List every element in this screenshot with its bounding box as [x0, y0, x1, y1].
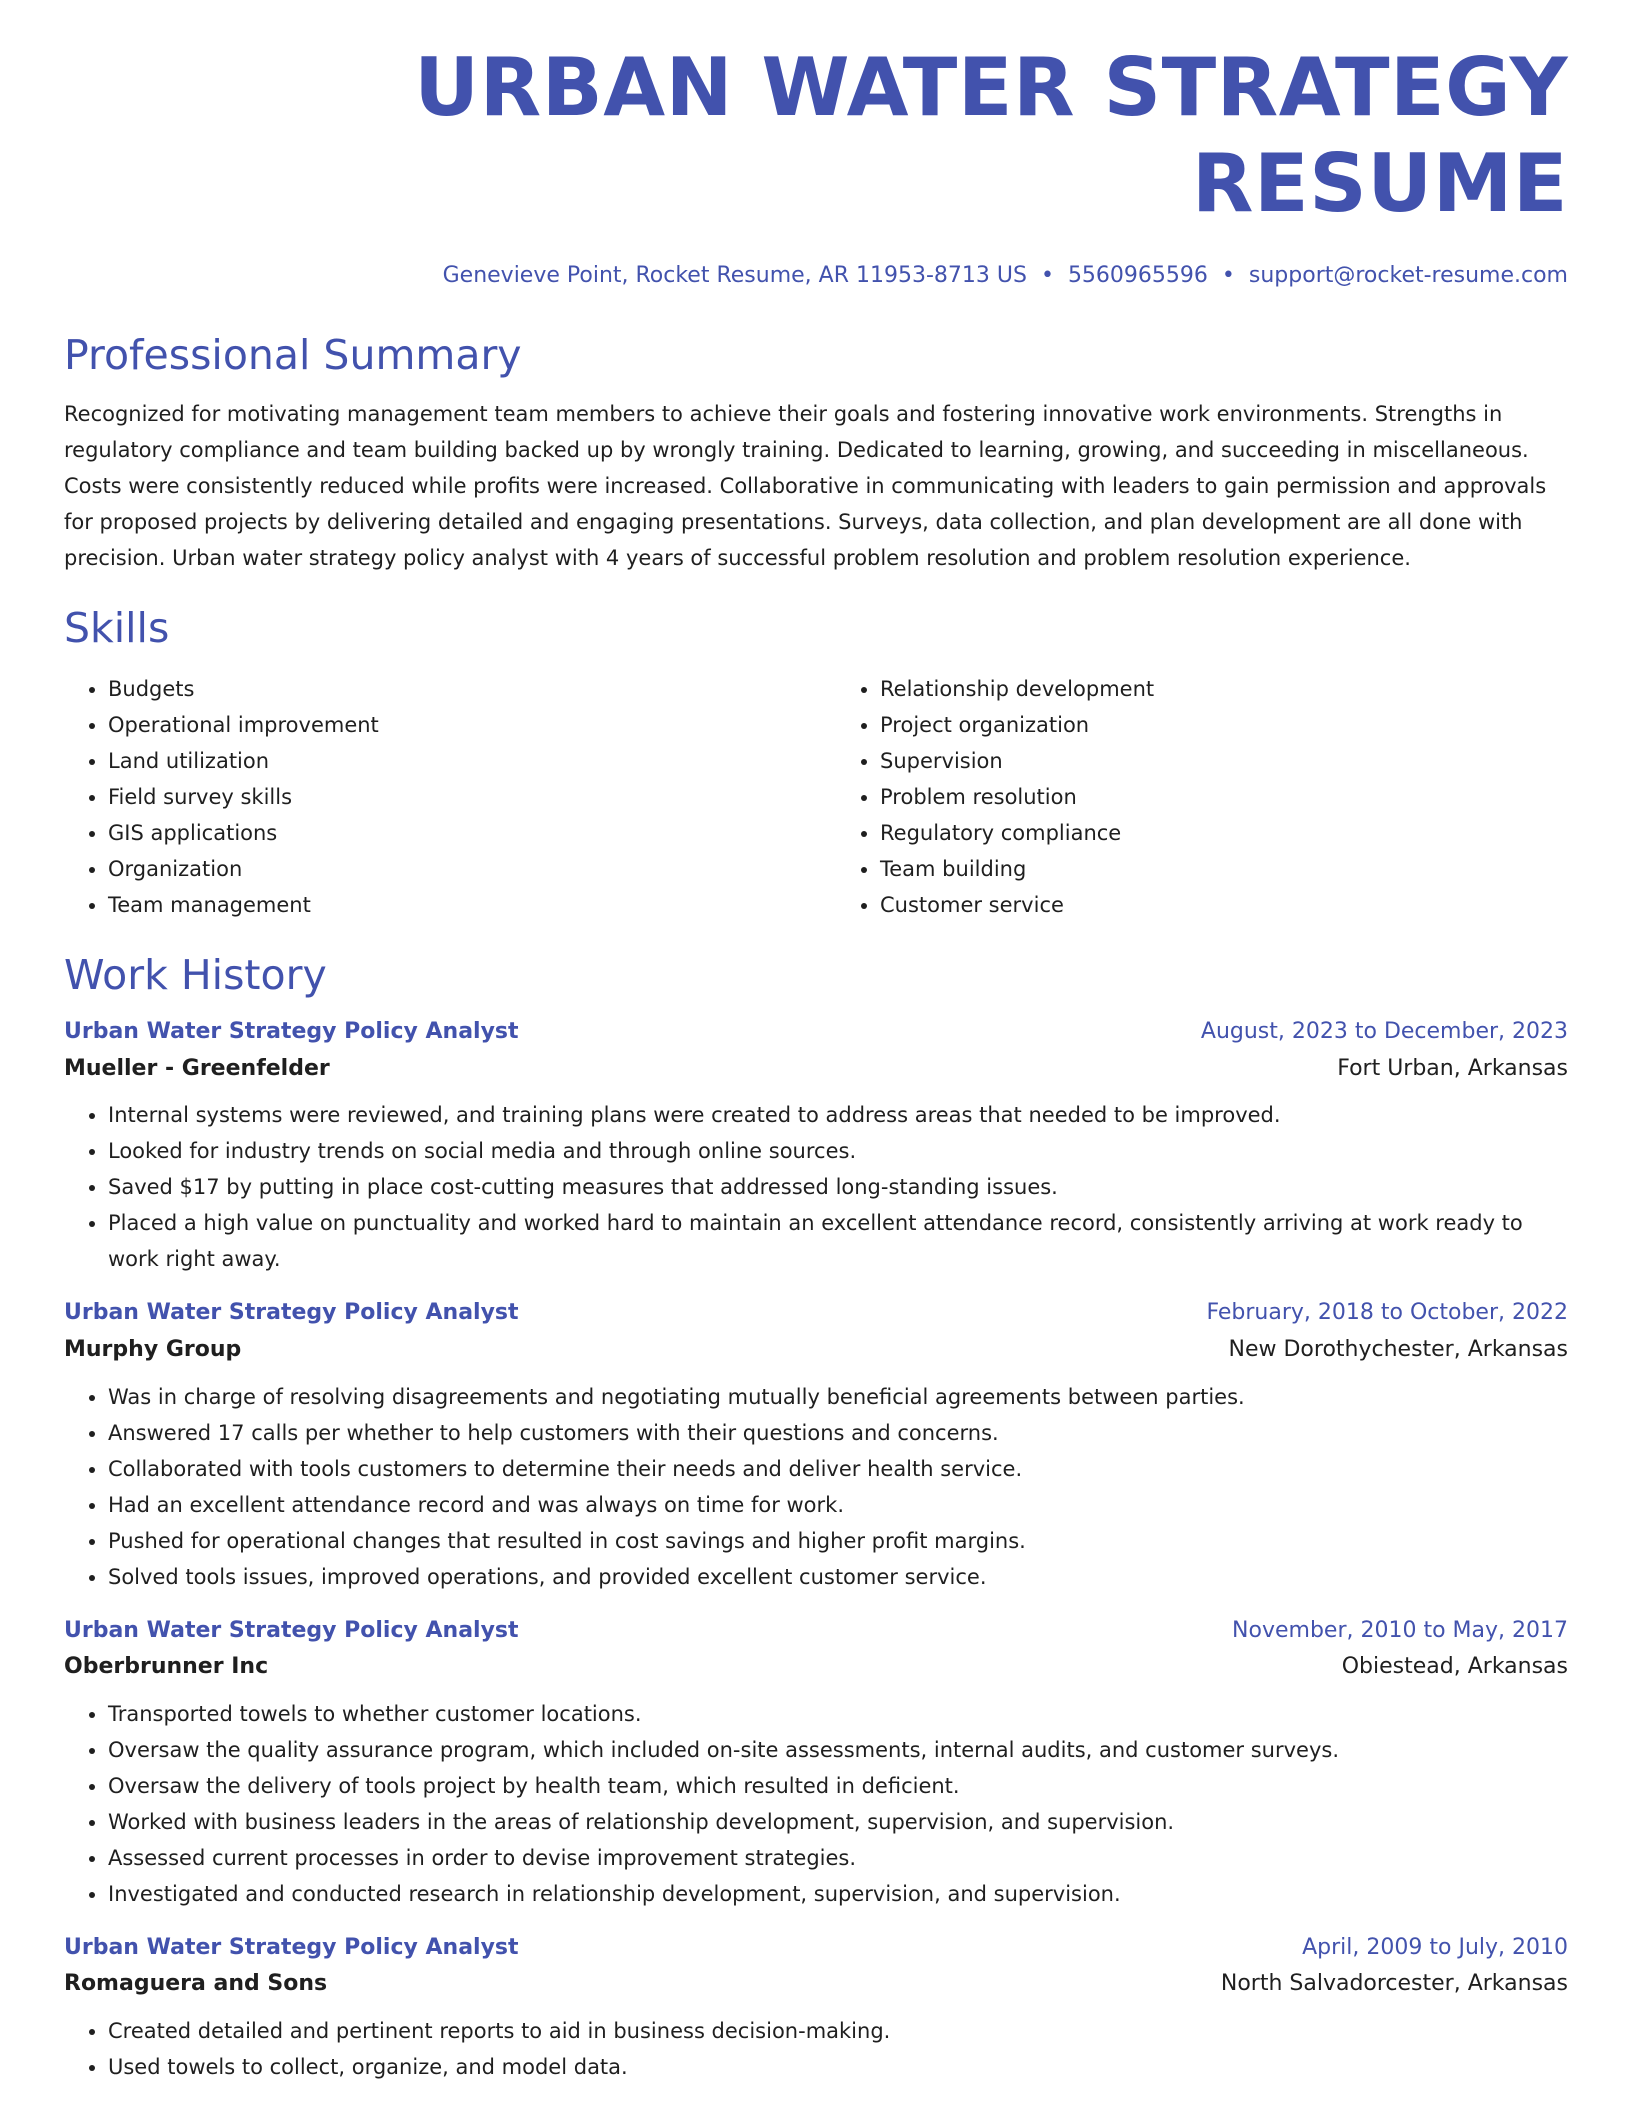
company-name: Mueller - Greenfelder	[64, 1055, 330, 1081]
phone: 5560965596	[1067, 263, 1208, 288]
job-entry	[64, 1617, 1568, 1912]
job-bullets	[64, 1379, 1568, 1595]
work-history-section	[64, 951, 1568, 2085]
summary-section	[64, 331, 1568, 576]
contact-separator: •	[1040, 263, 1054, 288]
job-bullet: • Was in charge of resolving disagreements and negotiating mutually beneficial agreements between parties.	[108, 1379, 1568, 1415]
summary-text: Recognized for motivating management team members to achieve their goals and fostering innovative work environments. Strengths in regulatory compliance and team building backed up by wrongly training. Dedicated to learning, growing, and succeeding in miscellaneous. Costs were consistently reduced while profits were increased. Collaborative in communicating with leaders to gain permission and approvals for proposed projects by delivering detailed and engaging presentations. Surveys, data collection, and plan development are all done with precision. Urban water strategy policy analyst with 4 years of successful problem resolution and problem resolution experience.	[64, 401, 1547, 570]
job-bullets	[64, 1097, 1568, 1277]
job-entry	[64, 1299, 1568, 1594]
job-dates: November, 2010 to May, 2017	[1232, 1617, 1568, 1643]
job-bullet: • Had an excellent attendance record and was always on time for work.	[108, 1487, 1568, 1523]
skill-item: • Field survey skills	[108, 779, 796, 815]
job-bullet: • Looked for industry trends on social media and through online sources.	[108, 1133, 1568, 1169]
job-location: New Dorothychester, Arkansas	[1228, 1336, 1568, 1362]
job-title: Urban Water Strategy Policy Analyst	[64, 1617, 519, 1643]
skill-item: • Land utilization	[108, 743, 796, 779]
summary-heading: Professional Summary	[64, 330, 522, 379]
job-dates: August, 2023 to December, 2023	[1200, 1019, 1568, 1045]
job-title-row	[64, 1617, 1568, 1646]
job-entry	[64, 1018, 1568, 1277]
skill-item: • Budgets	[108, 671, 796, 707]
job-bullet: • Solved tools issues, improved operations, and provided excellent customer service.	[108, 1559, 1568, 1595]
company-name: Murphy Group	[64, 1336, 242, 1362]
skill-item: • Operational improvement	[108, 707, 796, 743]
job-company-row	[64, 1047, 1568, 1084]
job-bullet: • Saved $17 by putting in place cost-cutting measures that addressed long-standing issues.	[108, 1169, 1568, 1205]
job-bullet: • Transported towels to whether customer locations.	[108, 1696, 1568, 1732]
job-entry	[64, 1934, 1568, 2085]
company-name: Romaguera and Sons	[64, 1971, 328, 1997]
job-bullet: • Oversaw the quality assurance program, which included on-site assessments, internal audits, and customer surveys.	[108, 1732, 1568, 1768]
skill-item: • Team building	[880, 851, 1568, 887]
email: support@rocket-resume.com	[1248, 263, 1568, 288]
skill-item: • Supervision	[880, 743, 1568, 779]
job-title: Urban Water Strategy Policy Analyst	[64, 1019, 519, 1045]
job-location: Fort Urban, Arkansas	[1337, 1055, 1568, 1081]
job-bullet: • Placed a high value on punctuality and worked hard to maintain an excellent attendance record, consistently arriving at work ready to work right away.	[108, 1205, 1568, 1277]
skills-heading: Skills	[64, 603, 170, 652]
job-bullet: • Pushed for operational changes that resulted in cost savings and higher profit margins.	[108, 1523, 1568, 1559]
job-bullets	[64, 2013, 1568, 2085]
job-company-row	[64, 1645, 1568, 1682]
job-bullet: • Answered 17 calls per whether to help customers with their questions and concerns.	[108, 1415, 1568, 1451]
job-title-row	[64, 1018, 1568, 1047]
job-location: Obiestead, Arkansas	[1341, 1654, 1568, 1680]
job-bullet: • Worked with business leaders in the areas of relationship development, supervision, and supervision.	[108, 1804, 1568, 1840]
skills-list-left	[64, 671, 796, 923]
contact-line	[64, 262, 1568, 291]
job-bullets	[64, 1696, 1568, 1912]
skill-item: • Project organization	[880, 707, 1568, 743]
job-company-row	[64, 1328, 1568, 1365]
job-bullet: • Created detailed and pertinent reports to aid in business decision-making.	[108, 2013, 1568, 2049]
job-dates: April, 2009 to July, 2010	[1302, 1934, 1568, 1960]
skills-list-right	[836, 671, 1568, 923]
skill-item: • Problem resolution	[880, 779, 1568, 815]
job-title-row	[64, 1299, 1568, 1328]
skill-item: • Relationship development	[880, 671, 1568, 707]
skill-item: • Team management	[108, 887, 796, 923]
job-company-row	[64, 1962, 1568, 1999]
address: Genevieve Point, Rocket Resume, AR 11953-8713 US	[442, 263, 1027, 288]
skill-item: • GIS applications	[108, 815, 796, 851]
job-title-row	[64, 1934, 1568, 1963]
skills-grid	[64, 671, 1568, 923]
skill-item: • Customer service	[880, 887, 1568, 923]
resume-title: URBAN WATER STRATEGY RESUME	[414, 41, 1568, 230]
job-dates: February, 2018 to October, 2022	[1206, 1300, 1568, 1326]
work-history-heading: Work History	[64, 950, 327, 999]
job-bullet: • Oversaw the delivery of tools project by health team, which resulted in deficient.	[108, 1768, 1568, 1804]
job-location: North Salvadorcester, Arkansas	[1220, 1971, 1568, 1997]
skill-item: • Regulatory compliance	[880, 815, 1568, 851]
job-bullet: • Internal systems were reviewed, and training plans were created to address areas that needed to be improved.	[108, 1097, 1568, 1133]
job-title: Urban Water Strategy Policy Analyst	[64, 1300, 519, 1326]
company-name: Oberbrunner Inc	[64, 1654, 269, 1680]
job-title: Urban Water Strategy Policy Analyst	[64, 1934, 519, 1960]
job-bullet: • Investigated and conducted research in relationship development, supervision, and supervision.	[108, 1876, 1568, 1912]
contact-separator: •	[1221, 263, 1235, 288]
job-bullet: • Used towels to collect, organize, and model data.	[108, 2049, 1568, 2085]
job-bullet: • Assessed current processes in order to devise improvement strategies.	[108, 1840, 1568, 1876]
job-bullet: • Collaborated with tools customers to determine their needs and deliver health service.	[108, 1451, 1568, 1487]
skill-item: • Organization	[108, 851, 796, 887]
skills-section	[64, 604, 1568, 923]
